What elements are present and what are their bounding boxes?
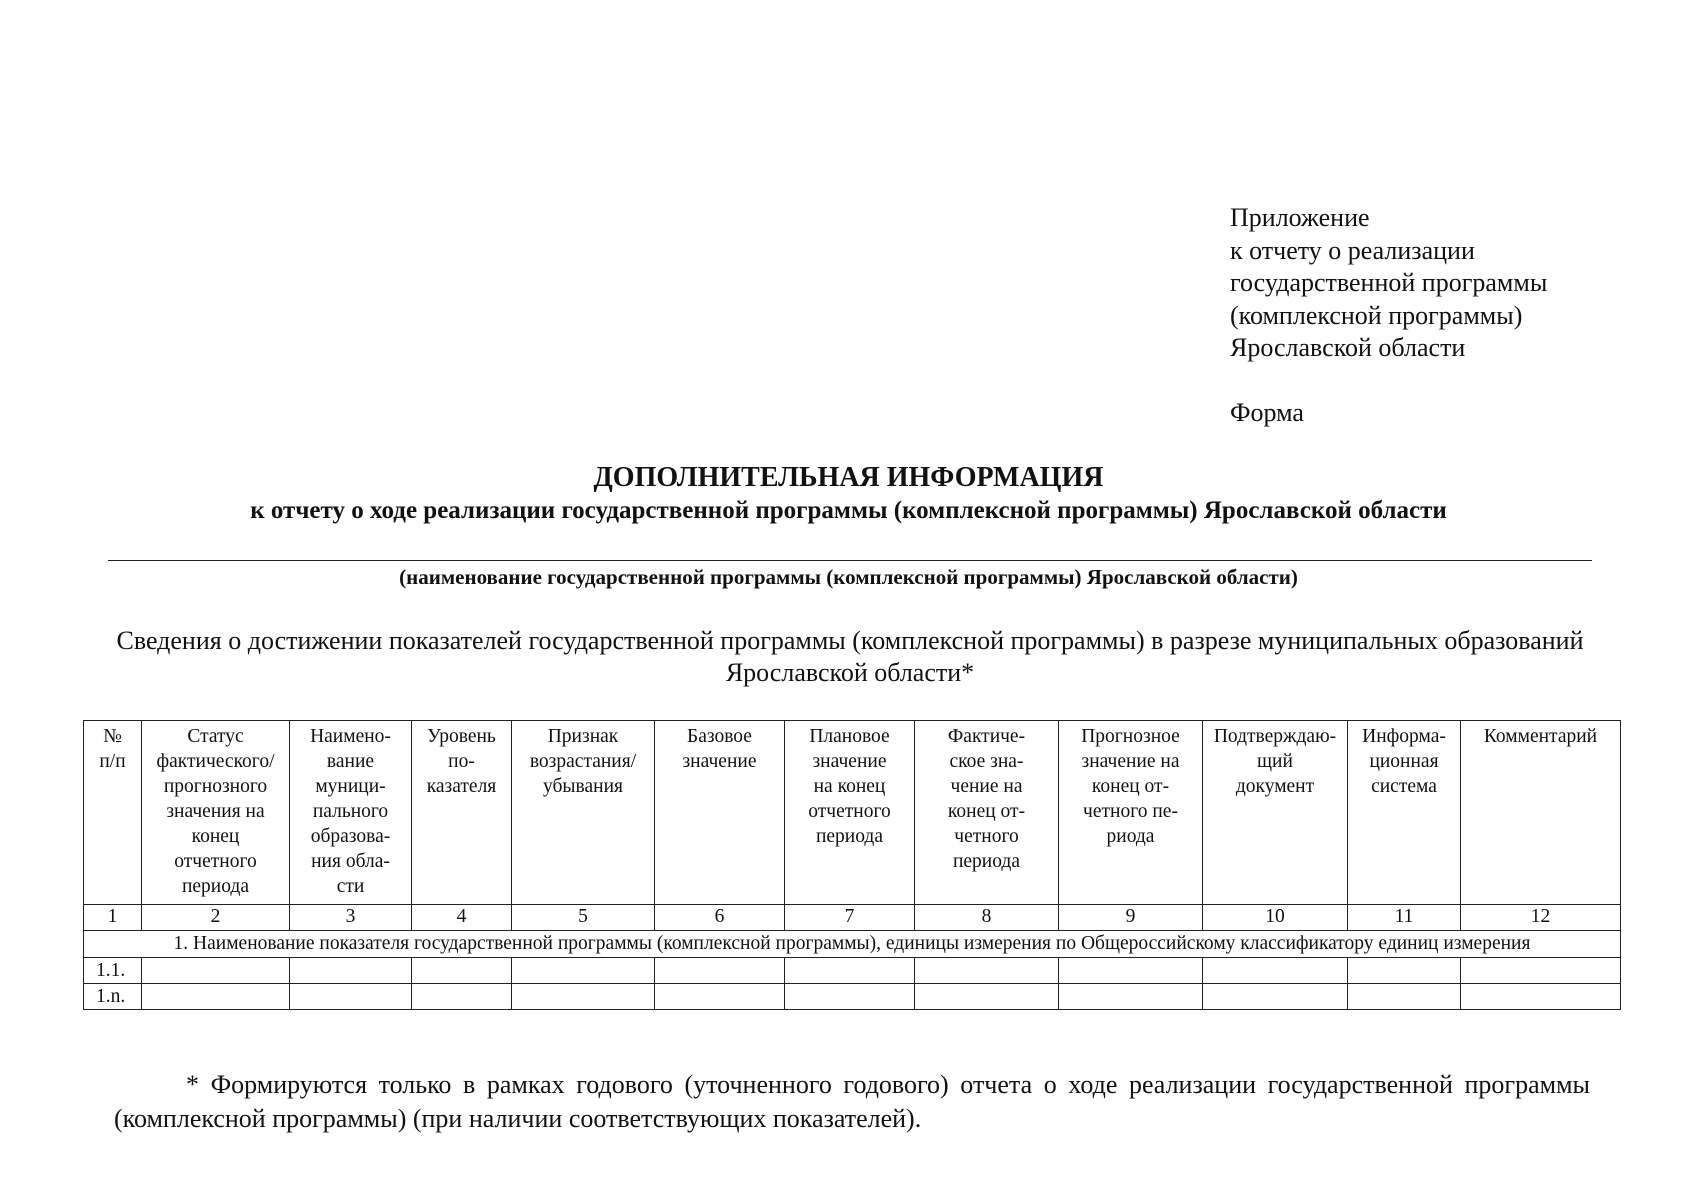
appendix-line: Приложение — [1230, 203, 1370, 232]
column-header-text: Базовое значение — [682, 726, 757, 772]
table-cell[interactable] — [290, 958, 412, 984]
table-cell[interactable] — [1461, 984, 1621, 1010]
row-number: 1.1. — [84, 958, 142, 984]
indicators-table — [83, 720, 1621, 1010]
column-header — [84, 721, 142, 905]
column-header-text: Признак возрастания/ убывания — [529, 726, 637, 797]
column-header-text: Комментарий — [1483, 726, 1598, 747]
column-header-text: Уровень по- казателя — [426, 726, 497, 797]
table-cell[interactable] — [290, 984, 412, 1010]
column-number-row — [84, 905, 1621, 931]
table-cell[interactable] — [915, 984, 1059, 1010]
table-cell[interactable] — [512, 958, 655, 984]
program-name-line — [108, 560, 1592, 561]
row-number: 1.n. — [84, 984, 142, 1010]
table-cell[interactable] — [1059, 958, 1203, 984]
indicator-group-row — [84, 931, 1621, 958]
column-number: 5 — [512, 905, 655, 931]
column-number: 4 — [412, 905, 512, 931]
table-cell[interactable] — [412, 984, 512, 1010]
column-header — [785, 721, 915, 905]
column-header-text: № п/п — [99, 726, 126, 772]
column-number: 6 — [655, 905, 785, 931]
program-name-caption: (наименование государственной программы (комплексной программы) Ярославской области) — [399, 565, 1298, 589]
column-header-text: Информа- ционная система — [1362, 726, 1446, 797]
table-cell[interactable] — [915, 958, 1059, 984]
column-header — [655, 721, 785, 905]
table-cell[interactable] — [1203, 958, 1348, 984]
appendix-line: (комплексной программы) — [1230, 300, 1523, 330]
column-header — [290, 721, 412, 905]
table-cell[interactable] — [655, 958, 785, 984]
column-number: 7 — [785, 905, 915, 931]
table-header-row — [84, 721, 1621, 905]
column-header-text: Прогнозное значение на конец от- четного пе- риода — [1081, 726, 1180, 847]
appendix-line: государственной программы — [1230, 268, 1548, 297]
table-cell[interactable] — [142, 984, 290, 1010]
column-number: 2 — [142, 905, 290, 931]
column-header — [142, 721, 290, 905]
column-number: 11 — [1348, 905, 1461, 931]
table-cell[interactable] — [512, 984, 655, 1010]
column-header-text: Статус фактического/ прогнозного значения на конец отчетного периода — [156, 726, 275, 897]
document-title: ДОПОЛНИТЕЛЬНАЯ ИНФОРМАЦИЯ — [593, 462, 1104, 493]
column-header — [915, 721, 1059, 905]
column-header — [1348, 721, 1461, 905]
column-number: 8 — [915, 905, 1059, 931]
document-subtitle: к отчету о ходе реализации государственной программы (комплексной программы) Ярославской области — [250, 497, 1447, 524]
table-cell[interactable] — [1461, 958, 1621, 984]
table-cell[interactable] — [142, 958, 290, 984]
table-cell[interactable] — [1203, 984, 1348, 1010]
column-header-text: Подтверждаю- щий документ — [1213, 726, 1337, 797]
table-cell[interactable] — [1059, 984, 1203, 1010]
appendix-block — [1230, 202, 1547, 429]
column-header — [1059, 721, 1203, 905]
appendix-line: Ярославской области — [1230, 333, 1466, 362]
section-title: Сведения о достижении показателей государственной программы (комплексной программы) в разрезе муниципальных образований Ярославской области* — [116, 626, 1584, 687]
appendix-line: к отчету о реализации — [1230, 235, 1475, 265]
indicator-group-label: 1. Наименование показателя государственной программы (комплексной программы), единицы измерения по Общероссийскому классификатору единиц измерения — [84, 931, 1621, 958]
column-header — [1461, 721, 1621, 905]
column-number: 10 — [1203, 905, 1348, 931]
column-header — [512, 721, 655, 905]
column-header-text: Плановое значение на конец отчетного периода — [808, 726, 891, 847]
table-cell[interactable] — [1348, 958, 1461, 984]
column-header — [1203, 721, 1348, 905]
table-cell[interactable] — [412, 958, 512, 984]
table-row — [84, 984, 1621, 1010]
table-cell[interactable] — [785, 958, 915, 984]
column-number: 1 — [84, 905, 142, 931]
form-label: Форма — [1230, 397, 1304, 427]
column-header-text: Фактиче- ское зна- чение на конец от- четного периода — [947, 726, 1026, 872]
column-number: 12 — [1461, 905, 1621, 931]
table-row — [84, 958, 1621, 984]
footnote: * Формируются только в рамках годового (уточненного годового) отчета о ходе реализации государственной программы (комплексной программы) (при наличии соответствующих показателей). — [114, 1070, 1590, 1133]
table-cell[interactable] — [655, 984, 785, 1010]
table-cell[interactable] — [1348, 984, 1461, 1010]
column-number: 9 — [1059, 905, 1203, 931]
column-header — [412, 721, 512, 905]
column-header-text: Наимено- вание муници- пального образова- ния обла- сти — [310, 726, 391, 897]
table-cell[interactable] — [785, 984, 915, 1010]
column-number: 3 — [290, 905, 412, 931]
